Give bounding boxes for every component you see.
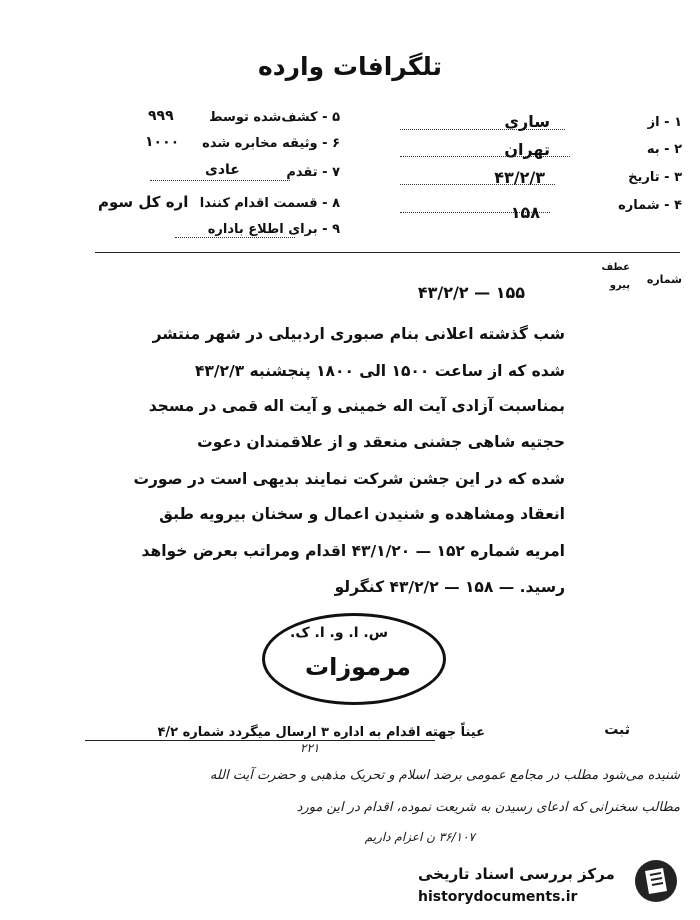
info-label: ۹ - برای اطلاع باداره [207,222,340,237]
forward-note-underline [85,740,435,741]
date-value: ۴۳/۲/۳ [494,168,545,187]
ref-stamp-top: عطف [601,262,630,273]
body-line: شده که در این جشن شرکت نمایند بدیهی است در صورت [133,470,565,488]
document-title: تلگرافات وارده [258,52,442,81]
watermark-org: مرکز بررسی اسناد تاریخی [418,865,615,883]
forward-note: عیناً جهته اقدام به اداره ۳ ارسال میگردد شماره ۴/۲ [157,725,485,740]
body-line: شده که از ساعت ۱۵۰۰ الی ۱۸۰۰ پنجشنبه ۴۳/۲/۳ [194,362,565,380]
annotation-number: ۲۲۱ [300,741,320,755]
body-line: بمناسبت آزادی آیت اله خمینی و آیت اله قمی در مسجد [148,397,565,415]
priority-label: ۷ - تقدم [286,165,340,180]
handwritten-note-2: مطالب سخنرانی که ادعای رسیدن به شریعت نموده، اقدام در این مورد [296,800,680,815]
handwritten-note-1: شنیده می‌شود مطلب در مجامع عمومی برضد اسلام و تحریک مذهبی و حضرت آیت الله [209,768,680,783]
action-value: اره کل سوم [98,193,189,211]
to-value: تهران [504,140,550,159]
header-divider [95,252,680,253]
info-dots [175,237,295,238]
stamp-main-text: مرموزات [305,653,411,681]
watermark-site: historydocuments.ir [418,889,578,905]
priority-value: عادی [205,162,240,178]
body-line: رسید. — ۱۵۸ — ۴۳/۲/۲ کنگرلو [334,578,565,596]
handwritten-note-3: ۳۶/۱۰۷ ن اعزام داریم [364,830,475,844]
body-line: امریه شماره ۱۵۲ — ۴۳/۱/۲۰ اقدام ومراتب بعرض خواهد [141,542,565,560]
doc-number-value: ۱۰۰۰ [145,134,180,150]
ref-label: شماره [646,273,682,286]
body-line: انعقاد ومشاهده و شنیدن اعمال و سخنان بیرویه طبق [159,505,565,523]
ref-value: ۴۳/۲/۲ — ۱۵۵ [417,283,525,302]
date-label: ۳ - تاریخ [628,170,682,185]
archive-logo-icon [633,858,679,904]
from-value: ساری [504,112,550,131]
annotation-initial: ثبت [604,722,630,738]
to-label: ۲ - به [646,142,682,157]
stamp-top-text: س. ا. و. ا. ک. [290,625,389,641]
doc-number-label: ۶ - وثیقه مخابره شده [202,136,340,151]
ref-stamp-bottom: پیرو [609,280,630,291]
decoded-by-label: ۵ - کشف‌شده توسط [209,110,340,125]
from-label: ۱ - از [647,115,682,130]
body-line: حجتیه شاهی جشنی منعقد و از علاقمندان دعوت [197,433,565,451]
priority-dots [150,180,290,181]
body-line: شب گذشته اعلانی بنام صبوری اردبیلی در شهر منتشر [152,325,565,343]
decoded-by-value: ۹۹۹ [148,108,174,124]
number-value: ۱۵۸ [510,203,540,222]
action-label: ۸ - قسمت اقدام کنندا [199,196,340,211]
number-label: ۴ - شماره [618,198,682,213]
